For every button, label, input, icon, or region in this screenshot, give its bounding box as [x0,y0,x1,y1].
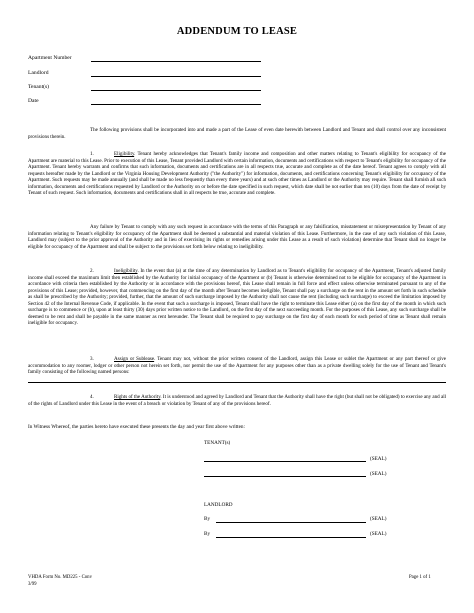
landlord-line [91,76,261,77]
landlord-label: Landlord [28,70,49,76]
seal-mark: (SEAL) [370,471,387,477]
section-text: . It is understood and agreed by Landlord and Tenant that the Authority shall have the right (but shall not be obligated) to exercise any and all of the rights of Landlord under this Lease in the event of a breach or violation by Tenant of any of the provisions hereof. [28,394,446,407]
witness-clause: In Witness Whereof, the parties hereto have executed these presents the day and year first above written: [28,424,245,430]
date-line [91,104,261,105]
landlord-signature-line-2 [216,537,366,538]
by-label: By [204,516,211,522]
section-text: . In the event that (a) at the time of any determination by Landlord as to Tenant's eligibility for occupancy of the Apartment, Tenant's adjusted family income shall exceed the maximum limit then established by the Authority for initial occupancy of the Apartment or (b) Tenant is otherwise determined not to be eligible for occupancy of the Apartment in accordance with criteria then established by the Authority or in accordance with the provisions hereof, this Lease shall remain in full force and effect unless otherwise terminated pursuant to any of the provisions of this Lease; provided, however, that commencing on the first day of the month after Tenant becomes ineligible, Tenant shall pay a surcharge on the rent in the amount set forth in such schedule as shall be prescribed by the Authority; provided, further, that the amount of such surcharge imposed by the Authority shall not cause the rent (including such surcharge) to exceed the limitation imposed by Section 42 of the Internal Revenue Code, if applicable. In the event that such a surcharge is imposed, Tenant shall have the right to terminate this Lease either (a) on the first day of the month in which such surcharge is to commence or (b), upon at least thirty (30) days prior written notice to the Landlord, on the first day of the next succeeding month. For the purposes of this Lease, any such surcharge shall be deemed to be rent and shall be payable in the same manner as rent hereunder. The Tenant shall be required to pay surcharge on the first day of each month for each period of time as Tenant shall remain ineligible for occupancy. [28,268,446,327]
page-number: Page 1 of 1 [409,575,431,580]
seal-mark: (SEAL) [370,516,387,522]
tenant-signature-line-2 [204,476,366,477]
form-number: VHDA Form No. MD225 - Conv [28,575,92,580]
landlord-signature-label: LANDLORD [204,502,233,508]
section-heading: Rights of the Authority [114,394,161,400]
tenants-line [91,90,261,91]
revision-date: 3/99 [28,582,37,587]
section-number: 1. [90,151,94,157]
section-text: . Tenant may not, without the prior written consent of the Landlord, assign this Lease or sublet the Apartment or any part thereof or give accommodation to any roomer, lodger or other person not herein set forth, nor permit the use of the Apartment for any purposes other than as a private dwelling solely for the use of Tenant and Tenant's family consisting of the following named persons: [28,356,446,376]
seal-mark: (SEAL) [370,531,387,537]
apartment-number-label: Apartment Number [28,55,72,61]
date-label: Date [28,98,39,104]
section-heading: Eligibility [114,151,135,157]
section-ineligibility [28,268,446,327]
section-number: 4. [90,394,94,400]
section-eligibility [28,151,446,197]
section-number: 3. [90,356,94,362]
section-heading: Ineligibility [114,268,138,274]
section-heading: Assign or Sublease [114,356,155,362]
document-title: ADDENDUM TO LEASE [176,26,298,37]
section-eligibility-continued [28,224,446,250]
named-persons-line [28,382,446,383]
section-text: . Tenant hereby acknowledges that Tenant's family income and composition and other matters relating to Tenant's eligibility for occupancy of the Apartment are material to this Lease. Prior to execution of this Lease, Tenant provided Landlord with certain information, documents and certifications with respect to Tenant's eligibility for occupancy of the Apartment. Tenant hereby warrants and confirms that such information, documents and certifications are in all respects true, accurate and complete as of the date hereof. Tenant agrees to comply with all requests hereafter made by the Landlord or the Virginia Housing Development Authority ("the Authority") for information, documents, and certifications concerning Tenant's eligibility for occupancy of the Apartment. Such requests may be made annually (and shall be made no less frequently than every three years) and at such other times as Landlord or the Authority may require. Tenant shall furnish all such information, documents and certifications requested by Landlord or the Authority on or before the date specified in such request, which date shall be not earlier than ten (10) days from the date of receipt by Tenant of such request. Such information, documents and certifications shall in all respects be true, accurate and complete. [28,151,446,197]
tenant-signature-line-1 [204,461,366,462]
section-number: 2. [90,268,94,274]
seal-mark: (SEAL) [370,456,387,462]
tenants-label: Tenant(s) [28,84,50,90]
landlord-signature-line-1 [216,522,366,523]
section-text: Any failure by Tenant to comply with any such request in accordance with the terms of this Paragraph or any falsification, misstatement or misrepresentation by Tenant of any information relating to Tenant's eligibility for occupancy of the Apartment shall be deemed a substantial and material violation of this Lease. Furthermore, in the case of any such violation of this Lease, Landlord may (subject to the prior approval of the Authority and in lieu of exercising its rights or remedies arising under this Lease as a result of such violation) determine that Tenant shall no longer be eligible for occupancy of the Apartment and shall be subject to the provisions set forth below relating to ineligibility. [28,224,446,250]
intro-text: The following provisions shall be incorporated into and made a part of the Lease of even date herewith between Landlord and Tenant and shall control over any inconsistent provisions therein. [28,127,446,140]
by-label: By [204,531,211,537]
intro-paragraph [28,127,446,140]
tenants-signature-label: TENANT(s) [204,440,231,446]
section-rights-of-authority [28,394,446,407]
section-assign-sublease [28,356,446,376]
apartment-number-line [91,61,261,62]
